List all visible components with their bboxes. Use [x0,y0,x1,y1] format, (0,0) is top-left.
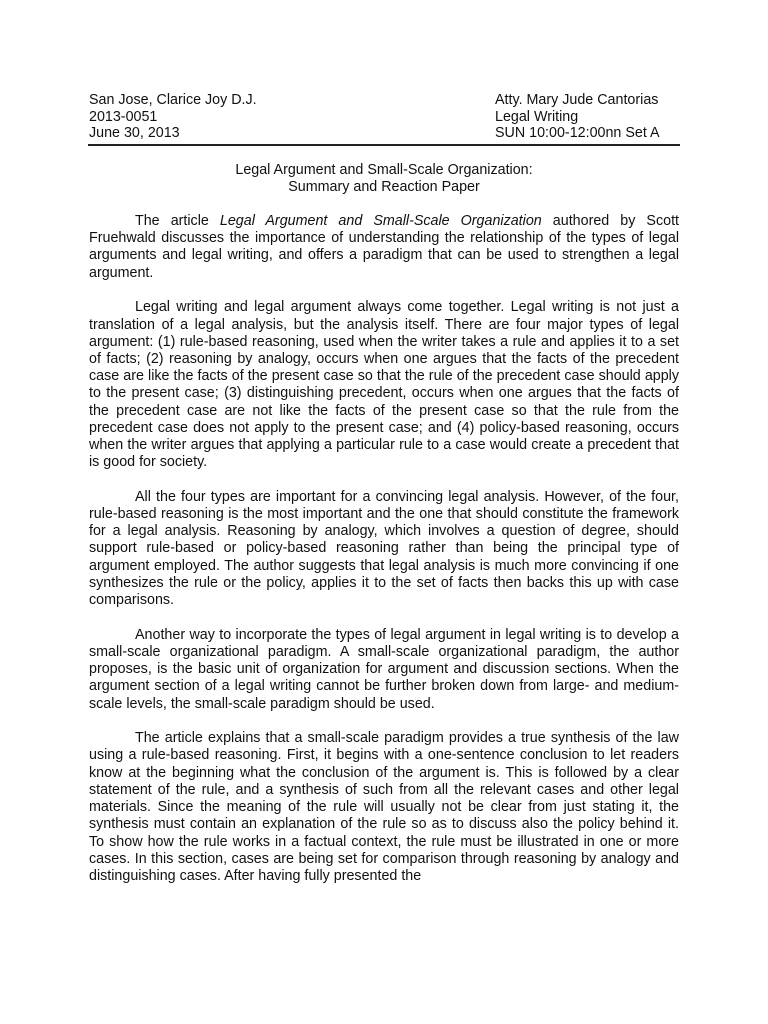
paragraph-5: The article explains that a small-scale paradigm provides a true synthesis of the law using a rule-based reasoning. First, it begins with a one-sentence conclusion to let readers know at the beginning what the conclusion of the argument is. This is followed by a clear statement of the rule, and a synthesis of such from all the relevant cases and other legal materials. Since the meaning of the rule will usually not be clear from just stating it, the synthesis must contain an explanation of the rule so as to discuss also the policy behind it. To show how the rule works in a factual context, the rule must be illustrated in one or more cases. In this section, cases are being set for comparison through reasoning by analogy and distinguishing cases. After having fully presented the [89,730,679,884]
header-divider [88,144,680,146]
title-line-1: Legal Argument and Small-Scale Organization: [235,162,533,178]
paragraph-1 [89,213,679,282]
course-name: Legal Writing [495,108,579,125]
title-line-2: Summary and Reaction Paper [288,179,480,195]
paragraph-2: Legal writing and legal argument always come together. Legal writing is not just a translation of a legal analysis, but the analysis itself. There are four major types of legal argument: (1) rule-based reasoning, used when the writer takes a rule and applies it to a set of facts; (2) reasoning by analogy, occurs when one argues that the facts of the precedent case are like the facts of the present case so that the rule of the precedent case should apply to the present case; (3) distinguishing precedent, occurs when one argues that the facts of the precedent case are not like the facts of the present case so that the rule from the precedent case does not apply to the present case; and (4) policy-based reasoning, occurs when the writer argues that applying a particular rule to a case would create a precedent that is good for society. [89,299,679,471]
submission-date: June 30, 2013 [89,125,180,141]
author-name: San Jose, Clarice Joy D.J. [89,92,257,108]
instructor-name: Atty. Mary Jude Cantorias [495,92,659,108]
student-info [89,92,257,142]
article-title-italic: Legal Argument and Small-Scale Organization [219,213,542,229]
document-title [89,162,679,196]
class-schedule: SUN 10:00-12:00nn Set A [495,125,660,141]
paragraph-1-rest: authored by Scott Fruehwald discusses the importance of understanding the relationship of the types of legal arguments and legal writing, and offers a paradigm that can be used to strengthen a legal argument. [89,213,680,281]
paragraph-4: Another way to incorporate the types of legal argument in legal writing is to develop a small-scale organizational paradigm. A small-scale organizational paradigm, the author proposes, is the basic unit of organization for argument and discussion sections. When the argument section of a legal writing cannot be further broken down from large- and medium- scale levels, the small-scale paradigm should be used. [89,626,679,712]
course-info [495,92,660,142]
paragraph-1-intro: The article [135,213,220,229]
student-number: 2013-0051 [89,108,158,125]
document-body [89,213,679,885]
paragraph-3: All the four types are important for a convincing legal analysis. However, of the four, rule-based reasoning is the most important and the one that should constitute the framework for a legal analysis. Reasoning by analogy, which involves a question of degree, should support rule-based or policy-based reasoning rather than being the principal type of argument employed. The author suggests that legal analysis is much more convincing if one synthesizes the rule or the policy, applies it to the set of facts then backs this up with case comparisons. [89,488,679,609]
document-header [89,92,679,144]
